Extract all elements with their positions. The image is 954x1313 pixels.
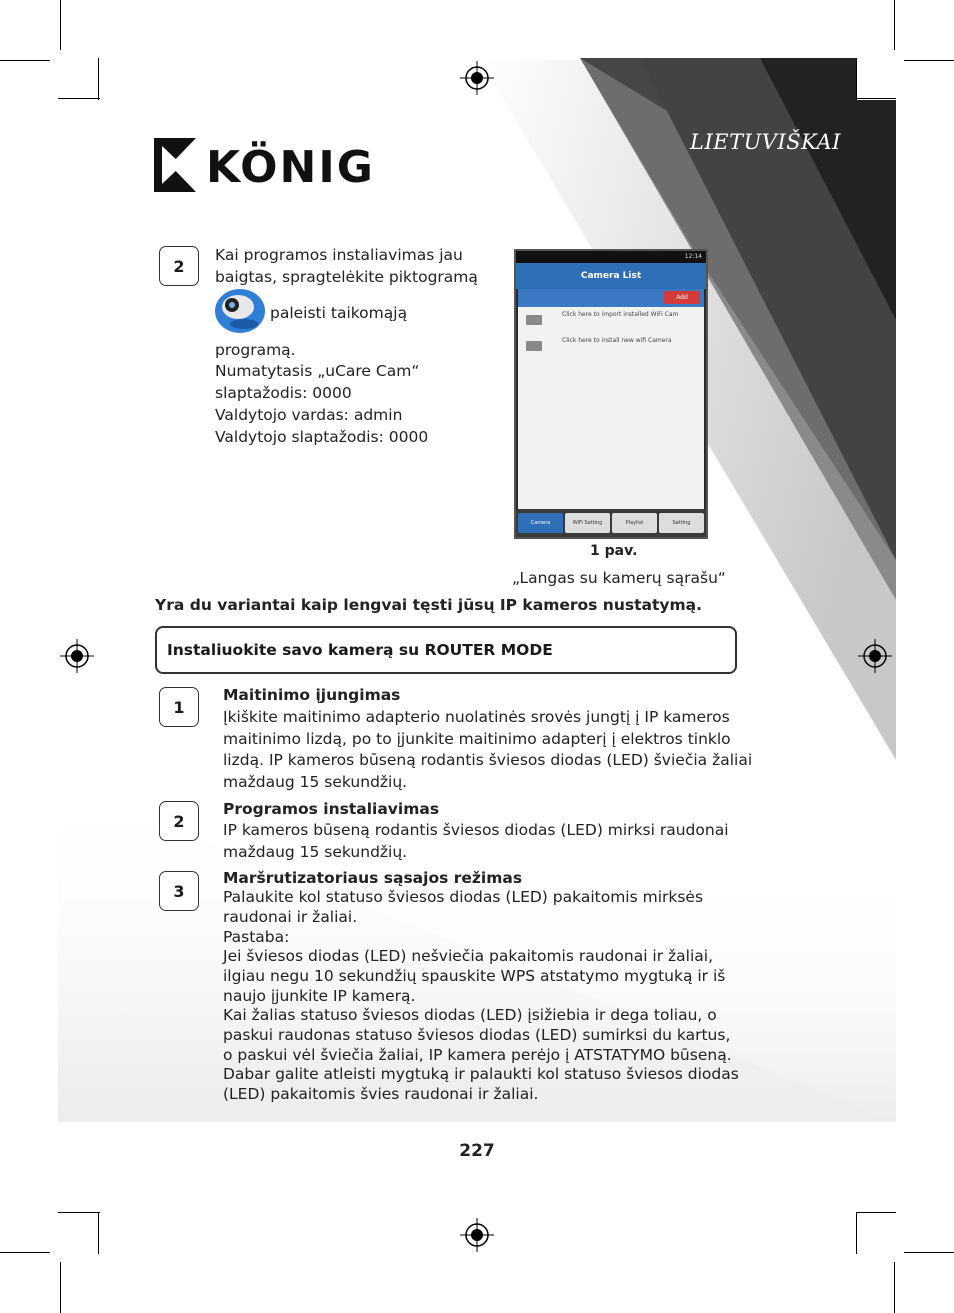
crop-mark xyxy=(856,1212,896,1213)
figure-caption: „Langas su kamerų sąrašu“ xyxy=(512,569,726,587)
phone-add-button: Add xyxy=(664,291,700,304)
step-number: 2 xyxy=(159,246,199,286)
phone-tab: WiFi Setting xyxy=(565,513,610,533)
crop-mark xyxy=(856,58,857,100)
crop-mark xyxy=(856,1212,857,1254)
step-title: Maitinimo įjungimas xyxy=(223,686,401,704)
phone-tab: Camera xyxy=(518,513,563,533)
router-mode-heading-text: Instaliuokite savo kamerą su ROUTER MODE xyxy=(167,641,553,659)
step-text-line: paleisti taikomąją xyxy=(270,304,408,322)
step-text-line: Palaukite kol statuso šviesos diodas (LED) pakaitomis mirksės xyxy=(223,888,704,906)
camera-icon xyxy=(526,315,542,325)
crop-mark xyxy=(98,1212,99,1254)
step-text-line: ilgiau negu 10 sekundžių spauskite WPS atstatymo mygtuką ir iš xyxy=(223,967,726,985)
page-number: 227 xyxy=(459,1141,495,1161)
registration-mark-icon xyxy=(60,639,94,673)
step-text-line: Kai žalias statuso šviesos diodas (LED) įsižiebia ir dega toliau, o xyxy=(223,1006,717,1024)
crop-mark xyxy=(98,58,99,100)
crop-mark xyxy=(894,1262,895,1313)
figure-label: 1 pav. xyxy=(590,543,638,559)
brand-text: KÖNIG xyxy=(206,142,375,193)
step-text-line: raudonai ir žaliai. xyxy=(223,908,358,926)
language-label: LIETUVIŠKAI xyxy=(690,130,841,154)
intro-text: Yra du variantai kaip lengvai tęsti jūsų IP kameros nustatymą. xyxy=(155,596,702,614)
step-text-line: naujo įjunkite IP kamerą. xyxy=(223,987,416,1005)
step-text-line: baigtas, spragtelėkite piktogramą xyxy=(215,268,478,286)
step-text-line: Kai programos instaliavimas jau xyxy=(215,246,463,264)
step-text-line: Įkiškite maitinimo adapterio nuolatinės srovės jungtį į IP kameros xyxy=(223,708,730,726)
step-text-line: maždaug 15 sekundžių. xyxy=(223,773,408,791)
crop-mark xyxy=(0,60,50,61)
step-text-line: paskui raudonas statuso šviesos diodas (LED) sumirksi du kartus, xyxy=(223,1026,731,1044)
step-number: 3 xyxy=(159,871,199,911)
step-number: 2 xyxy=(159,801,199,841)
step-text-line: maždaug 15 sekundžių. xyxy=(223,843,408,861)
step-text-line: Valdytojo vardas: admin xyxy=(215,406,403,424)
step-title: Maršrutizatoriaus sąsajos režimas xyxy=(223,869,523,887)
phone-tab: Playlist xyxy=(612,513,657,533)
crop-mark xyxy=(894,0,895,50)
step-text-line: slaptažodis: 0000 xyxy=(215,384,352,402)
crop-mark xyxy=(856,98,896,99)
phone-screen xyxy=(518,289,704,511)
crop-mark xyxy=(58,98,100,99)
crop-mark xyxy=(904,60,954,61)
step-text-line: (LED) pakaitomis švies raudonai ir žaliai. xyxy=(223,1085,539,1103)
registration-mark-icon xyxy=(460,61,494,95)
phone-screenshot xyxy=(514,249,708,539)
registration-mark-icon xyxy=(460,1218,494,1252)
step-text-line: Valdytojo slaptažodis: 0000 xyxy=(215,428,429,446)
router-mode-heading xyxy=(155,626,737,674)
step-text-line: Dabar galite atleisti mygtuką ir palaukti kol statuso šviesos diodas xyxy=(223,1065,739,1083)
crop-mark xyxy=(58,1212,100,1213)
phone-title: Camera List xyxy=(516,263,706,289)
step-title: Programos instaliavimas xyxy=(223,800,440,818)
phone-bottom-tabs xyxy=(516,509,706,537)
step-text-line: lizdą. IP kameros būseną rodantis šviesos diodas (LED) šviečia žaliai xyxy=(223,751,753,769)
crop-mark xyxy=(60,0,61,50)
step-text-line: Jei šviesos diodas (LED) nešviečia pakaitomis raudonai ir žaliai, xyxy=(223,947,714,965)
step-text-line: o paskui vėl šviečia žaliai, IP kamera perėjo į ATSTATYMO būseną. xyxy=(223,1046,732,1064)
crop-mark xyxy=(60,1262,61,1313)
step-text-line: maitinimo lizdą, po to įjunkite maitinimo adapterį į elektros tinklo xyxy=(223,730,731,748)
phone-toolbar xyxy=(518,289,704,307)
registration-mark-icon xyxy=(858,639,892,673)
crop-mark xyxy=(0,1252,50,1253)
konig-logo xyxy=(152,136,380,194)
phone-tab: Setting xyxy=(659,513,704,533)
phone-list-item: Click here to import installed WiFi Cam xyxy=(524,311,696,333)
camera-icon xyxy=(526,341,542,351)
crop-mark xyxy=(904,1252,954,1253)
ucare-cam-app-icon xyxy=(214,288,266,334)
step-text-line: Pastaba: xyxy=(223,928,290,946)
phone-status-bar: 12:14 xyxy=(516,251,706,263)
step-text-line: Numatytasis „uCare Cam“ xyxy=(215,362,420,380)
phone-list-item: Click here to install new wifi Camera xyxy=(524,337,696,359)
step-number: 1 xyxy=(159,687,199,727)
step-text-line: programą. xyxy=(215,341,296,359)
step-text-line: IP kameros būseną rodantis šviesos diodas (LED) mirksi raudonai xyxy=(223,821,729,839)
